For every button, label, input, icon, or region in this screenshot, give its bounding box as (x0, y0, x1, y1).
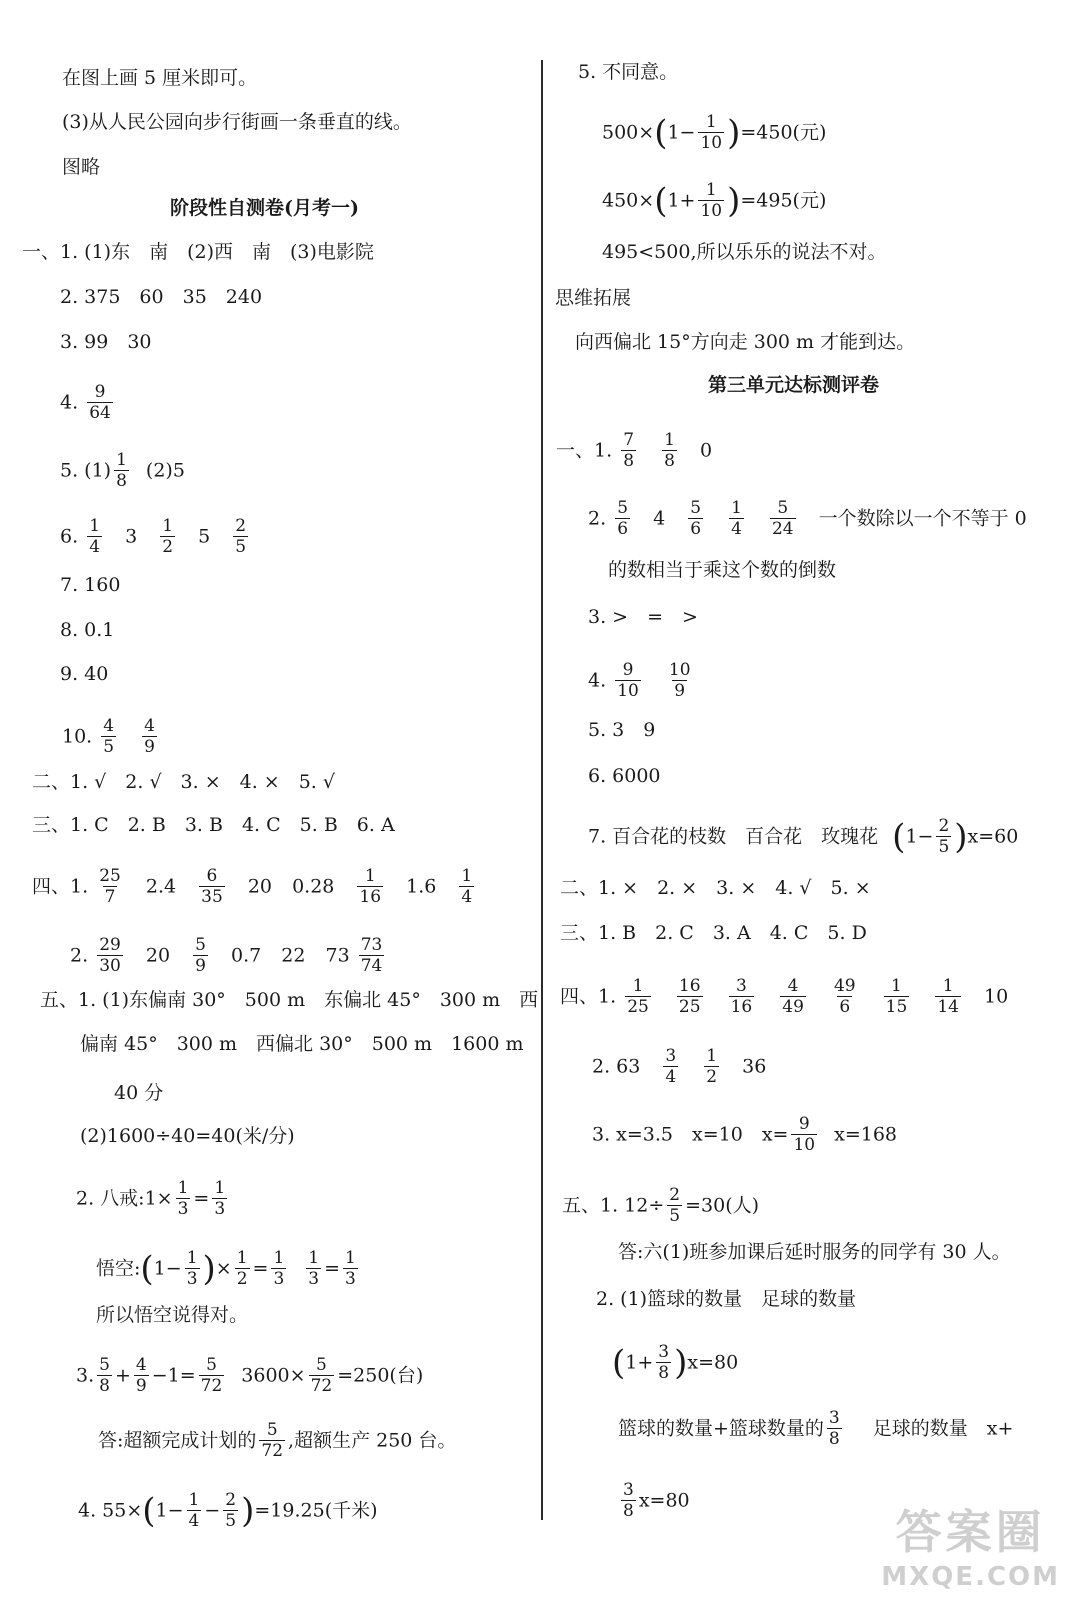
fraction: $\frac{1}{4}$ (461, 866, 473, 907)
answer-line: 答:六(1)班参加课后延时服务的同学有 30 人。 (618, 1241, 1011, 1263)
answer-line: 的数相当于乘这个数的倒数 (608, 559, 837, 581)
fraction: $\frac{5}{72}$ (261, 1420, 284, 1461)
text-line: 向西偏北 15°方向走 300 m 才能到达。 (575, 331, 916, 353)
fraction: $\frac{4}{49}$ (782, 976, 804, 1017)
fraction: $\frac{3}{16}$ (730, 976, 753, 1017)
text-line: (3)从人民公园向步行街画一条垂直的线。 (62, 111, 412, 133)
fraction: $\frac{1}{4}$ (89, 516, 101, 557)
fraction: $\frac{2}{5}$ (938, 816, 950, 857)
answer-line: 6. $\frac{1}{4}$ 3 $\frac{1}{2}$ 5 $\frac{2}{5}$ (60, 516, 247, 557)
answer-line: 7. 百合花的枝数 百合花 玫瑰花 (1− $\frac{2}{5}$ )x=60 (588, 816, 1019, 857)
answer-line: 4. 55×(1− $\frac{1}{4}$ − $\frac{2}{5}$ )=19.25(千米) (78, 1490, 378, 1531)
fraction: $\frac{4}{5}$ (103, 716, 115, 757)
fraction: $\frac{2}{5}$ (669, 1185, 681, 1226)
answer-line: 二、1. √ 2. √ 3. × 4. × 5. √ (32, 771, 335, 793)
answer-line: $\frac{3}{8}$ x=80 (623, 1480, 690, 1521)
answer-line: 2. (1)篮球的数量 足球的数量 (596, 1288, 857, 1310)
fraction: $\frac{3}{8}$ (658, 1342, 670, 1383)
answer-line: 2. $\frac{29}{30}$ 20 $\frac{5}{9}$ 0.7 22 73 $\frac{73}{74}$ (70, 935, 383, 976)
fraction: $\frac{1}{10}$ (700, 112, 723, 153)
text-line: 思维拓展 (555, 287, 632, 309)
answer-line: 500×(1− $\frac{1}{10}$ )=450(元) (602, 112, 827, 153)
fraction: $\frac{6}{35}$ (201, 866, 223, 907)
fraction: $\frac{1}{3}$ (177, 1178, 189, 1219)
fraction: $\frac{5}{8}$ (99, 1355, 110, 1396)
fraction: $\frac{1}{3}$ (214, 1178, 226, 1219)
fraction: $\frac{1}{8}$ (664, 430, 675, 471)
fraction: $\frac{3}{8}$ (623, 1480, 634, 1521)
fraction: $\frac{5}{6}$ (617, 498, 629, 539)
fraction: $\frac{1}{4}$ (188, 1490, 200, 1531)
answer-line: 三、1. B 2. C 3. A 4. C 5. D (560, 922, 867, 944)
fraction: $\frac{49}{6}$ (833, 976, 856, 1017)
answer-line: 4. $\frac{9}{64}$ (60, 382, 111, 423)
answer-line: 所以悟空说得对。 (96, 1304, 249, 1326)
text-line: 在图上画 5 厘米即可。 (62, 67, 258, 89)
answer-line: 5. 3 9 (588, 719, 656, 741)
answer-line: 篮球的数量+篮球数量的 $\frac{3}{8}$ 足球的数量 x+ (618, 1408, 1014, 1449)
fraction: $\frac{16}{25}$ (678, 976, 701, 1017)
section-heading: 阶段性自测卷(月考一) (170, 197, 359, 219)
answer-line: 2. 375 60 35 240 (60, 286, 263, 308)
answer-line: 2. 八戒:1× $\frac{1}{3}$ = $\frac{1}{3}$ (76, 1178, 226, 1219)
answer-line: 四、1. $\frac{25}{7}$ 2.4 $\frac{6}{35}$ 20 0.28 $\frac{1}{16}$ 1.6 $\frac{1}{4}$ (32, 866, 473, 907)
answer-line: (2)1600÷40=40(米/分) (80, 1125, 295, 1147)
column-divider (541, 60, 543, 1520)
fraction: $\frac{1}{3}$ (186, 1248, 198, 1289)
fraction: $\frac{29}{30}$ (99, 935, 121, 976)
fraction: $\frac{2}{5}$ (225, 1490, 237, 1531)
fraction: $\frac{25}{7}$ (99, 866, 121, 907)
answer-line: 2. 63 $\frac{3}{4}$ $\frac{1}{2}$ 36 (592, 1046, 767, 1087)
fraction: $\frac{1}{10}$ (700, 180, 723, 221)
answer-line: 二、1. × 2. × 3. × 4. √ 5. × (560, 877, 871, 899)
fraction: $\frac{1}{25}$ (627, 976, 649, 1017)
fraction: $\frac{5}{72}$ (310, 1355, 333, 1396)
fraction: $\frac{2}{5}$ (235, 516, 247, 557)
fraction: $\frac{10}{9}$ (668, 660, 691, 701)
answer-line: 四、1. $\frac{1}{25}$ $\frac{16}{25}$ $\frac{3}{16}$ $\frac{4}{49}$ $\frac{49}{6}$ $\frac{1}{15}$ $\frac{1}{14}$ 10 (560, 976, 1009, 1017)
answer-line: 一、1. $\frac{7}{8}$ $\frac{1}{8}$ 0 (556, 430, 713, 471)
answer-line: 3. > = > (588, 606, 698, 628)
answer-line: 一、1. (1)东 南 (2)西 南 (3)电影院 (22, 241, 374, 263)
answer-line: 6. 6000 (588, 765, 661, 787)
fraction: $\frac{3}{4}$ (665, 1046, 677, 1087)
fraction: $\frac{1}{2}$ (706, 1046, 718, 1087)
fraction: $\frac{9}{64}$ (89, 382, 111, 423)
fraction: $\frac{1}{3}$ (345, 1248, 356, 1289)
answer-line: 3. 99 30 (60, 331, 152, 353)
fraction: $\frac{9}{10}$ (793, 1114, 816, 1155)
fraction: $\frac{3}{8}$ (828, 1408, 840, 1449)
fraction: $\frac{4}{9}$ (135, 1355, 147, 1396)
fraction: $\frac{5}{72}$ (200, 1355, 223, 1396)
answer-line: 450×(1+ $\frac{1}{10}$ )=495(元) (602, 180, 827, 221)
fraction: $\frac{4}{9}$ (144, 716, 155, 757)
answer-line: 8. 0.1 (60, 619, 115, 641)
fraction: $\frac{1}{4}$ (731, 498, 742, 539)
fraction: $\frac{1}{2}$ (162, 516, 174, 557)
answer-line: 三、1. C 2. B 3. B 4. C 5. B 6. A (32, 814, 395, 836)
answer-line: 偏南 45° 300 m 西偏北 30° 500 m 1600 m (80, 1033, 524, 1055)
answer-line: 3. $\frac{5}{8}$ + $\frac{4}{9}$ −1= $\frac{5}{72}$ 3600× $\frac{5}{72}$ =250(台) (76, 1355, 424, 1396)
answer-line: 4. $\frac{9}{10}$ $\frac{10}{9}$ (588, 660, 691, 701)
fraction: $\frac{5}{9}$ (195, 935, 206, 976)
answer-line: 10. $\frac{4}{5}$ $\frac{4}{9}$ (62, 716, 155, 757)
text-line: 图略 (62, 156, 101, 178)
answer-line: 2. $\frac{5}{6}$ 4 $\frac{5}{6}$ $\frac{1}{4}$ $\frac{5}{24}$ 一个数除以一个不等于 0 (588, 498, 1027, 539)
fraction: $\frac{1}{3}$ (308, 1248, 320, 1289)
fraction: $\frac{1}{14}$ (937, 976, 959, 1017)
answer-line: 495<500,所以乐乐的说法不对。 (602, 241, 887, 263)
fraction: $\frac{9}{10}$ (617, 660, 639, 701)
answer-line: 5. (1) $\frac{1}{8}$ (2)5 (60, 450, 185, 491)
answer-line: 3. x=3.5 x=10 x= $\frac{9}{10}$ x=168 (592, 1114, 898, 1155)
fraction: $\frac{1}{16}$ (359, 866, 382, 907)
answer-line: 5. 不同意。 (578, 61, 679, 83)
answer-line: 答:超额完成计划的 $\frac{5}{72}$ ,超额生产 250 台。 (98, 1420, 457, 1461)
answer-line: 40 分 (114, 1082, 164, 1104)
fraction: $\frac{1}{3}$ (273, 1248, 285, 1289)
fraction: $\frac{7}{8}$ (623, 430, 635, 471)
fraction: $\frac{1}{2}$ (236, 1248, 248, 1289)
fraction: $\frac{73}{74}$ (360, 935, 383, 976)
answer-line: 悟空:(1− $\frac{1}{3}$ )× $\frac{1}{2}$ = $\frac{1}{3}$ $\frac{1}{3}$ = $\frac{1}{3}$ (96, 1248, 356, 1289)
section-heading: 第三单元达标测评卷 (708, 374, 880, 396)
answer-line: 7. 160 (60, 574, 121, 596)
fraction: $\frac{1}{15}$ (885, 976, 908, 1017)
answer-line: (1+ $\frac{3}{8}$ )x=80 (612, 1342, 739, 1383)
answer-line: 五、1. 12÷ $\frac{2}{5}$ =30(人) (562, 1185, 760, 1226)
watermark-logo: 答案圈 MXQE.COM (881, 1505, 1060, 1592)
fraction: $\frac{1}{8}$ (116, 450, 127, 491)
answer-line: 五、1. (1)东偏南 30° 500 m 东偏北 45° 300 m 西 (40, 989, 539, 1011)
fraction: $\frac{5}{24}$ (771, 498, 794, 539)
fraction: $\frac{5}{6}$ (690, 498, 702, 539)
answer-line: 9. 40 (60, 663, 109, 685)
